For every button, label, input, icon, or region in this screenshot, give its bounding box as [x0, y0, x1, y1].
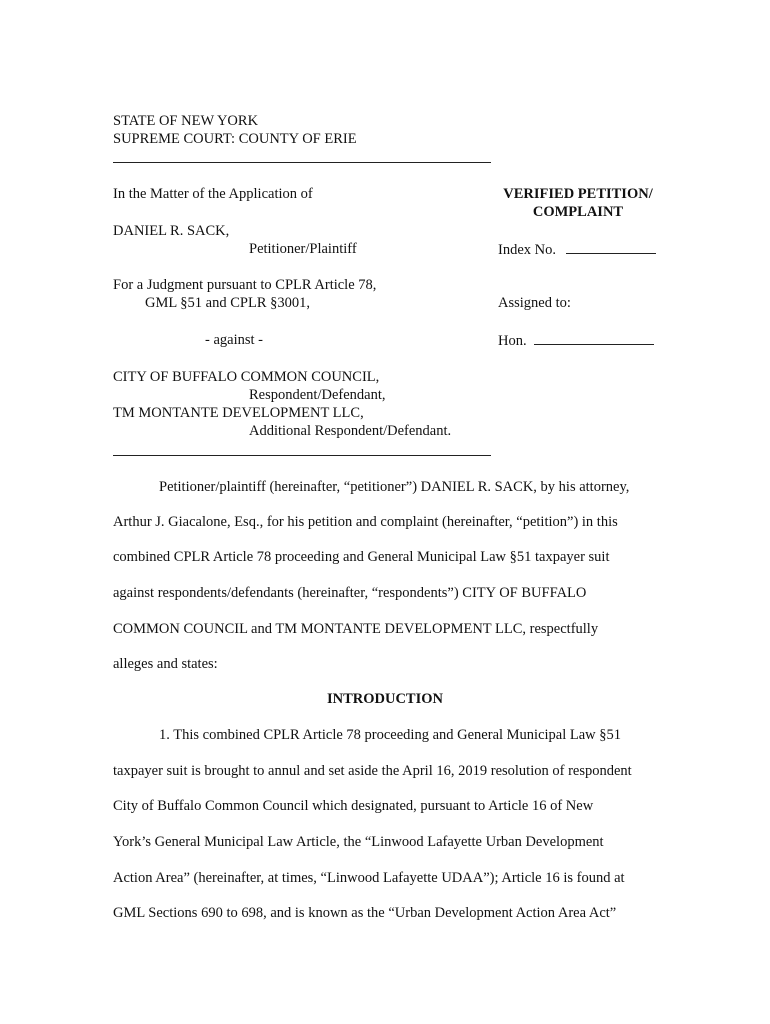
petitioner-role: Petitioner/Plaintiff: [249, 241, 357, 257]
respondent-2-name: TM MONTANTE DEVELOPMENT LLC,: [113, 405, 364, 421]
respondent-1-name: CITY OF BUFFALO COMMON COUNCIL,: [113, 369, 380, 385]
matter-line: In the Matter of the Application of: [113, 186, 313, 202]
body-line: COMMON COUNCIL and TM MONTANTE DEVELOPMENT LLC, respectfully: [113, 621, 599, 637]
court-state-line: STATE OF NEW YORK: [113, 113, 259, 129]
caption-bottom-rule: [113, 455, 491, 456]
index-number-label: Index No.: [498, 242, 556, 258]
caption-top-rule: [113, 162, 491, 163]
index-number-blank: [566, 240, 656, 254]
assigned-to-label: Assigned to:: [498, 295, 571, 311]
hon-field: [498, 331, 654, 350]
index-number-field: [498, 240, 656, 259]
para-1-line: GML Sections 690 to 698, and is known as the “Urban Development Action Area Act”: [113, 905, 617, 921]
para-1-line: 1. This combined CPLR Article 78 proceeding and General Municipal Law §51: [159, 727, 622, 743]
body-line: Petitioner/plaintiff (hereinafter, “petitioner”) DANIEL R. SACK, by his attorney,: [159, 479, 630, 495]
hon-blank: [534, 331, 654, 345]
para-1-line: Action Area” (hereinafter, at times, “Linwood Lafayette UDAA”); Article 16 is found at: [113, 870, 625, 886]
para-1-line: York’s General Municipal Law Article, the “Linwood Lafayette Urban Development: [113, 834, 604, 850]
body-line: Arthur J. Giacalone, Esq., for his petition and complaint (hereinafter, “petition”) in this: [113, 514, 618, 530]
respondent-1-role: Respondent/Defendant,: [249, 387, 386, 403]
petitioner-name: DANIEL R. SACK,: [113, 223, 230, 239]
para-1-line: taxpayer suit is brought to annul and set aside the April 16, 2019 resolution of respondent: [113, 763, 632, 779]
court-name-line: SUPREME COURT: COUNTY OF ERIE: [113, 131, 357, 147]
against-line: - against -: [205, 332, 263, 348]
petition-title-line-2: COMPLAINT: [532, 204, 624, 220]
judgment-line-2: GML §51 and CPLR §3001,: [145, 295, 311, 311]
body-line: combined CPLR Article 78 proceeding and General Municipal Law §51 taxpayer suit: [113, 549, 610, 565]
body-line: alleges and states:: [113, 656, 218, 672]
respondent-2-role: Additional Respondent/Defendant.: [249, 423, 452, 439]
judgment-line-1: For a Judgment pursuant to CPLR Article 78,: [113, 277, 377, 293]
body-line: against respondents/defendants (hereinafter, “respondents”) CITY OF BUFFALO: [113, 585, 587, 601]
petition-title-line-1: VERIFIED PETITION/: [503, 186, 653, 202]
hon-label: Hon.: [498, 333, 527, 349]
para-1-line: City of Buffalo Common Council which designated, pursuant to Article 16 of New: [113, 798, 594, 814]
section-heading: INTRODUCTION: [326, 691, 443, 707]
